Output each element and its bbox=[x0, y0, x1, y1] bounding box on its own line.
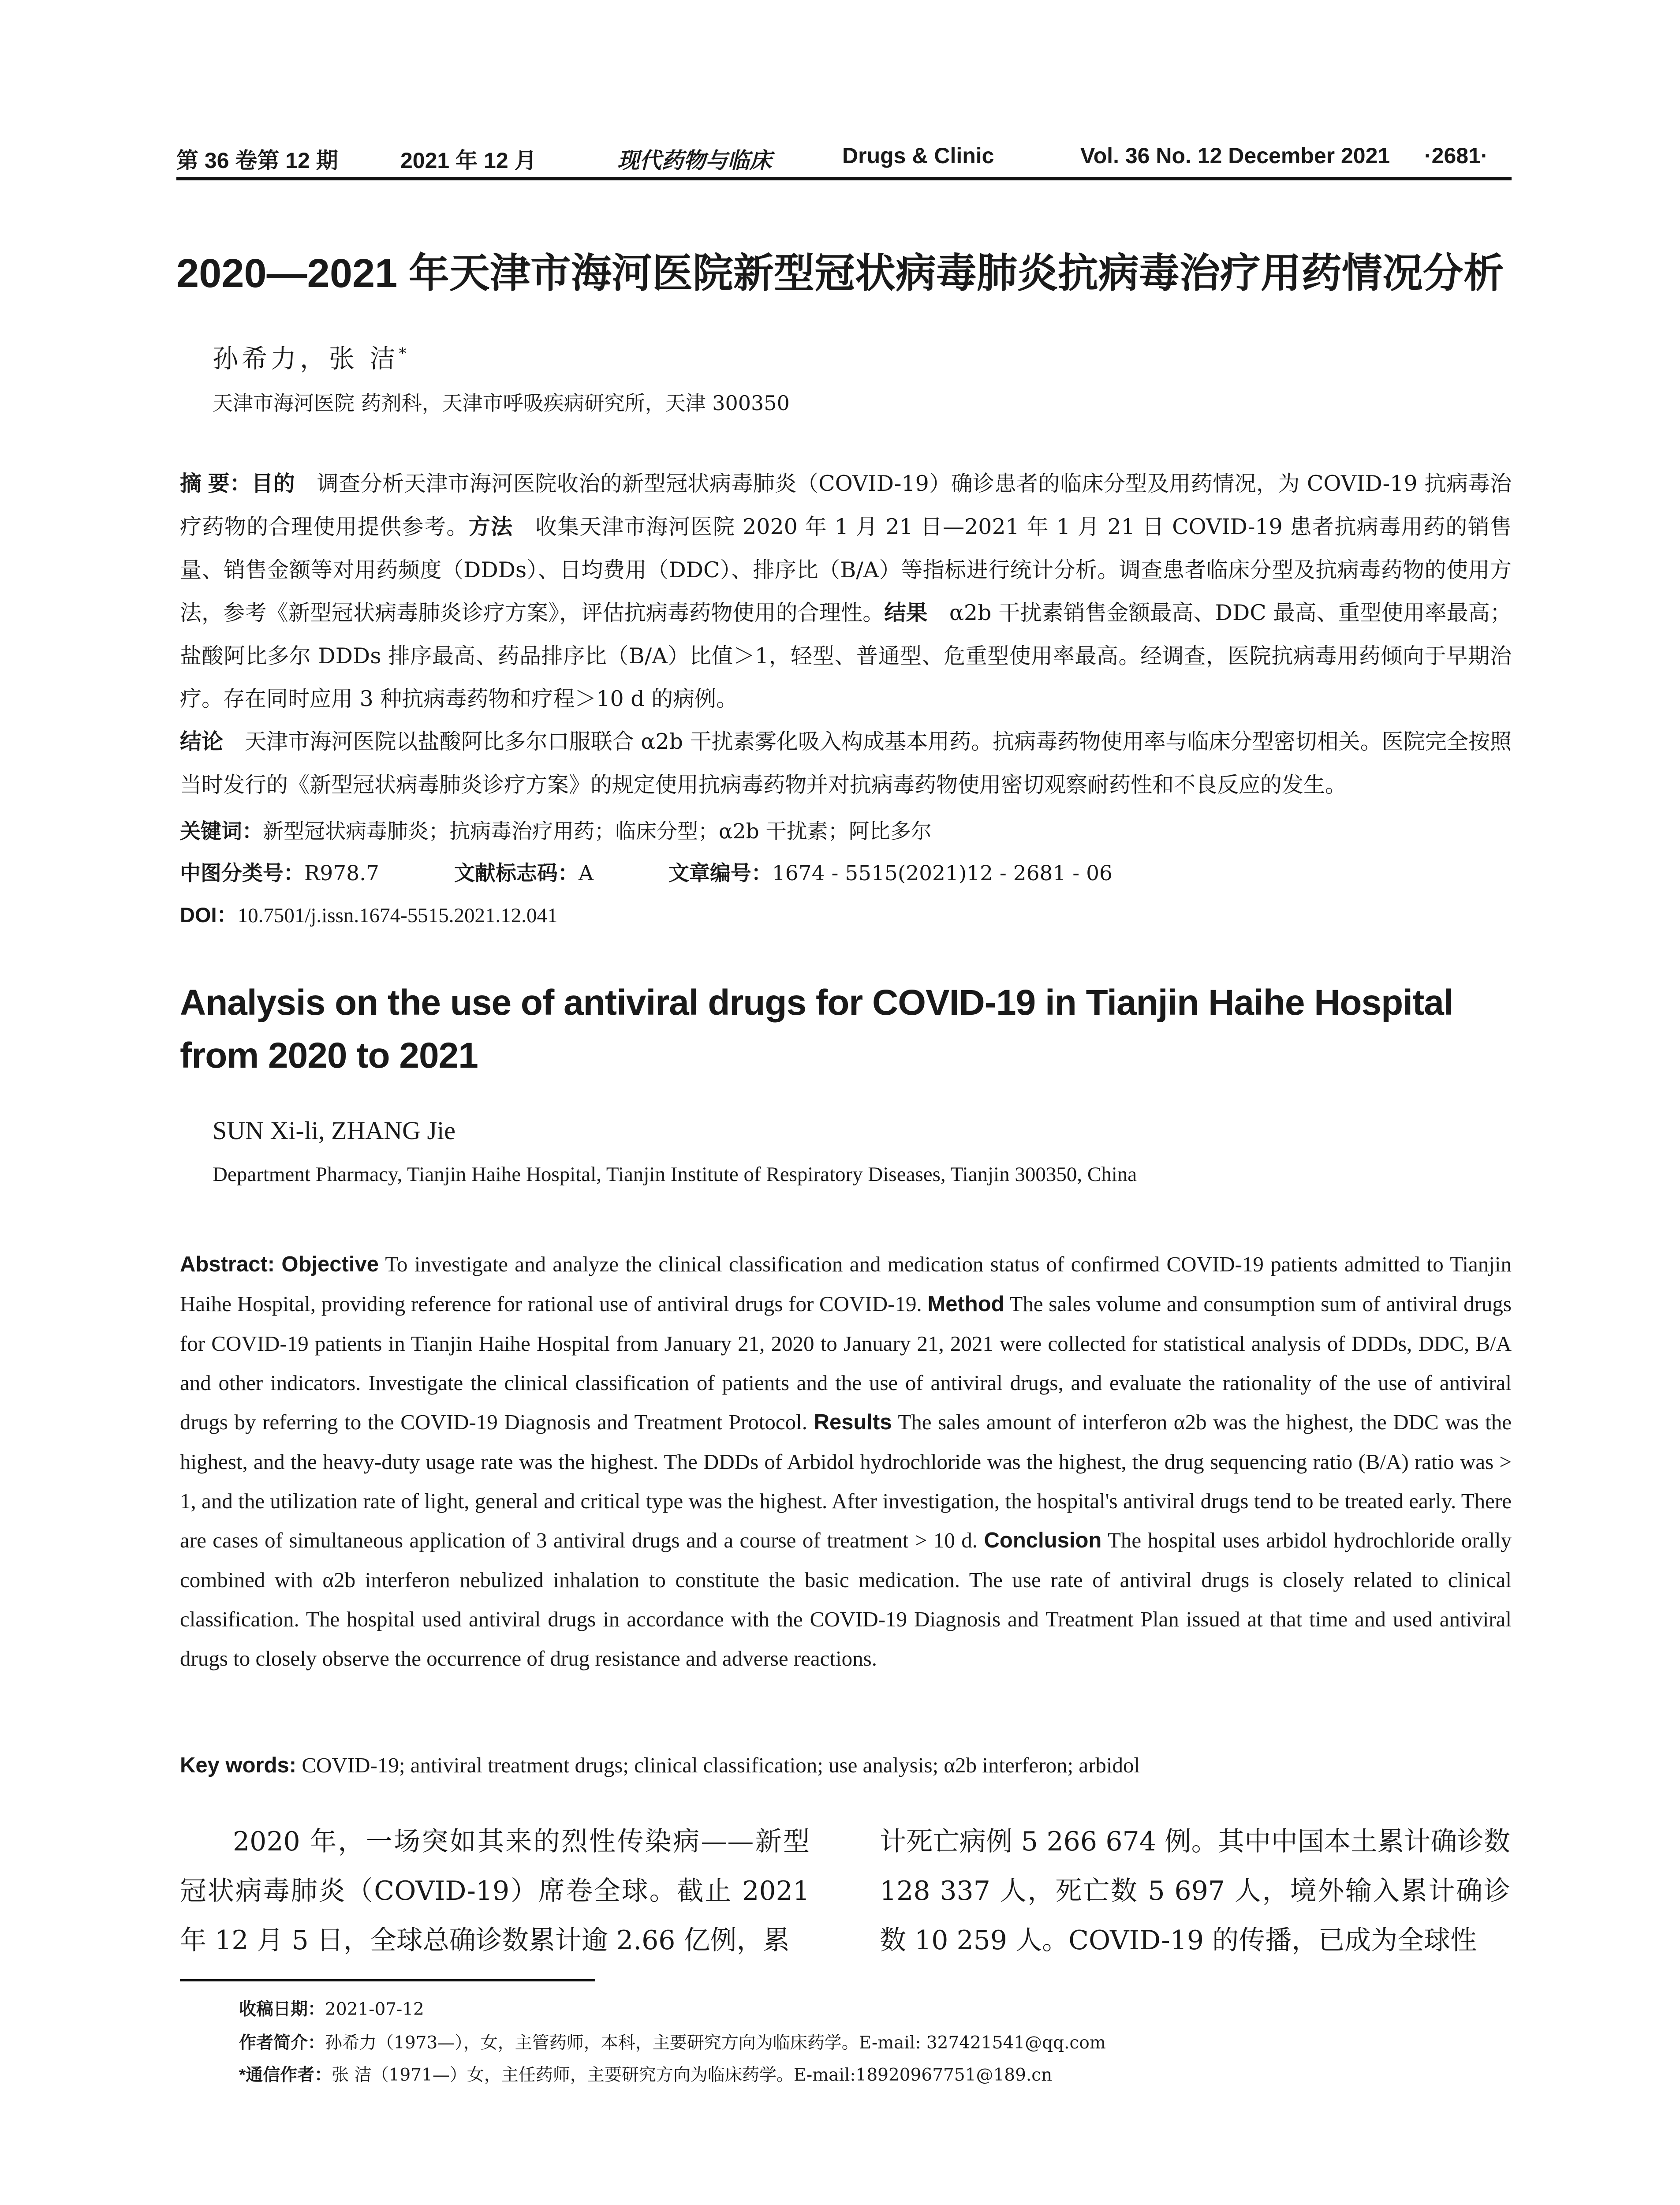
classification-row bbox=[180, 857, 1113, 886]
corresponding-label: *通信作者： bbox=[239, 2066, 332, 2085]
footnote-corresponding bbox=[239, 2061, 1052, 2086]
keywords-en-text: COVID-19; antiviral treatment drugs; clinical classification; use analysis; α2b interferon; arbidol bbox=[302, 1753, 1140, 1777]
keywords-en bbox=[180, 1753, 1140, 1778]
doccode-label: 文献标志码： bbox=[454, 861, 579, 885]
clc-value: R978.7 bbox=[304, 861, 379, 886]
abstract-cn bbox=[180, 462, 1512, 806]
results-cn-label: 结果 bbox=[884, 601, 928, 625]
objective-en-label: Objective bbox=[281, 1252, 379, 1276]
article-title-cn: 2020—2021 年天津市海河医院新型冠状病毒肺炎抗病毒治疗用药情况分析 bbox=[176, 251, 1504, 296]
footnote-rule bbox=[180, 1979, 595, 1981]
objective-cn-text: 调查分析天津市海河医院收治的新型冠状病毒肺炎（COVID-19）确诊患者的临床分型及用药情况，为 COVID-19 抗病毒治疗药物的合理使用提供参考。 bbox=[180, 471, 1512, 539]
header-page-number: ·2681· bbox=[1424, 143, 1488, 168]
header-volume-cn: 第 36 卷第 12 期 bbox=[176, 148, 338, 173]
authors-cn-names: 孙希力，张 洁 bbox=[213, 344, 399, 374]
body-column-left bbox=[180, 1817, 810, 1965]
header-rule bbox=[176, 177, 1512, 180]
received-date: 2021-07-12 bbox=[325, 1999, 424, 2019]
doi-link[interactable]: 10.7501/j.issn.1674-5515.2021.12.041 bbox=[237, 904, 558, 927]
keywords-cn-label: 关键词： bbox=[180, 819, 263, 843]
keywords-cn bbox=[180, 815, 932, 845]
abstract-cn-label: 摘 要： bbox=[180, 472, 252, 496]
bio-text: 孙希力（1973—），女，主管药师，本科，主要研究方向为临床药学。E-mail: 327421541@qq.com bbox=[325, 2033, 1106, 2053]
conclusion-en-label: Conclusion bbox=[984, 1529, 1102, 1552]
header-journal-en: Drugs & Clinic bbox=[842, 143, 994, 168]
received-label: 收稿日期： bbox=[239, 2000, 325, 2019]
keywords-en-label: Key words: bbox=[180, 1753, 297, 1777]
authors-cn bbox=[213, 338, 410, 375]
header-date-cn: 2021 年 12 月 bbox=[400, 148, 537, 173]
method-cn-text: 收集天津市海河医院 2020 年 1 月 21 日—2021 年 1 月 21 日 COVID-19 患者抗病毒用药的销售量、销售金额等对用药频度（DDDs）、日均费用（DDC）、排序比（B/A）等指标进行统计分析。调查患者临床分型及抗病毒药物的使用方法，参考《新型冠状病毒肺炎诊疗方案》，评估抗病毒药物使用的合理性。 bbox=[180, 514, 1512, 625]
affiliation-en: Department Pharmacy, Tianjin Haihe Hospital, Tianjin Institute of Respiratory Diseases, Tianjin 300350, China bbox=[213, 1163, 1137, 1186]
footnote-author-bio bbox=[239, 2029, 1106, 2054]
conclusion-cn-text: 天津市海河医院以盐酸阿比多尔口服联合 α2b 干扰素雾化吸入构成基本用药。抗病毒药物使用率与临床分型密切相关。医院完全按照当时发行的《新型冠状病毒肺炎诊疗方案》的规定使用抗病毒药物并对抗病毒药物使用密切观察耐药性和不良反应的发生。 bbox=[180, 729, 1512, 797]
article-title-en: Analysis on the use of antiviral drugs for COVID-19 in Tianjin Haihe Hospital from 2020 to 2021 bbox=[180, 983, 1453, 1076]
clc-label: 中图分类号： bbox=[180, 861, 304, 885]
articleno-label: 文章编号： bbox=[668, 861, 772, 885]
objective-en-text: To investigate and analyze the clinical classification and medication status of confirmed COVID-19 patients admitted to Tianjin Haihe Hospital, providing reference for rational use of antiviral drugs for COVID-19. bbox=[180, 1252, 1512, 1316]
abstract-en bbox=[180, 1245, 1512, 1678]
objective-cn-label: 目的 bbox=[251, 472, 295, 496]
results-en-label: Results bbox=[814, 1410, 892, 1434]
doi-row bbox=[180, 899, 557, 928]
corresponding-mark: * bbox=[399, 344, 410, 363]
body-paragraph-continued: 计死亡病例 5 266 674 例。其中中国本土累计确诊数 128 337 人，死亡数 5 697 人，境外输入累计确诊数 10 259 人。COVID-19 的传播，已成为全球性 bbox=[880, 1826, 1510, 1956]
keywords-cn-text: 新型冠状病毒肺炎；抗病毒治疗用药；临床分型；α2b 干扰素；阿比多尔 bbox=[263, 819, 932, 844]
corresponding-text: 张 洁（1971—）女，主任药师，主要研究方向为临床药学。E-mail:18920967751@189.cn bbox=[332, 2065, 1053, 2085]
doi-label: DOI： bbox=[180, 903, 238, 927]
authors-en: SUN Xi-li, ZHANG Jie bbox=[213, 1116, 455, 1145]
method-en-label: Method bbox=[927, 1292, 1004, 1316]
method-cn-label: 方法 bbox=[468, 515, 513, 539]
method-en-text: The sales volume and consumption sum of antiviral drugs for COVID-19 patients in Tianjin Haihe Hospital from January 21, 2020 to January 21, 2021 were collected for statistical analysis of DDDs, DDC, B/A and other indicators. Investigate the clinical classification of patients and the use of antiviral drugs, and evaluate the rationality of the use of antiviral drugs by referring to the COVID-19 Diagnosis and Treatment Protocol. bbox=[180, 1292, 1512, 1434]
body-paragraph-start: 2020 年，一场突如其来的烈性传染病——新型冠状病毒肺炎（COVID-19）席卷全球。截止 2021 年 12 月 5 日，全球总确诊数累计逾 2.66 亿例，累 bbox=[180, 1826, 810, 1956]
header-journal-cn: 现代药物与临床 bbox=[617, 147, 772, 173]
conclusion-en-text: The hospital uses arbidol hydrochloride orally combined with α2b interferon nebulized inhalation to constitute the basic medication. The use rate of antiviral drugs is closely related to clinical classification. The hospital used antiviral drugs in accordance with the COVID-19 Diagnosis and Treatment Plan issued at that time and used antiviral drugs to closely observe the occurrence of drug resistance and adverse reactions. bbox=[180, 1528, 1512, 1671]
body-column-right bbox=[880, 1817, 1510, 1965]
header-volume-en: Vol. 36 No. 12 December 2021 bbox=[1080, 143, 1390, 168]
conclusion-cn-label: 结论 bbox=[180, 730, 224, 754]
affiliation-cn: 天津市海河医院 药剂科，天津市呼吸疾病研究所，天津 300350 bbox=[213, 391, 790, 415]
footnote-received bbox=[239, 1996, 424, 2020]
doccode-value: A bbox=[578, 861, 594, 886]
bio-label: 作者简介： bbox=[239, 2033, 325, 2052]
results-cn-text: α2b 干扰素销售金额最高、DDC 最高、重型使用率最高；盐酸阿比多尔 DDDs 排序最高、药品排序比（B/A）比值＞1，轻型、普通型、危重型使用率最高。经调查，医院抗病毒用药倾向于早期治疗。存在同时应用 3 种抗病毒药物和疗程＞10 d 的病例。 bbox=[180, 600, 1512, 711]
running-header bbox=[176, 140, 1512, 176]
abstract-en-label: Abstract: bbox=[180, 1252, 275, 1276]
results-en-text: The sales amount of interferon α2b was the highest, the DDC was the highest, and the heavy-duty usage rate was the highest. The DDDs of Arbidol hydrochloride was the highest, the drug sequencing ratio (B/A) ratio was > 1, and the utilization rate of light, general and critical type was the highest. After investigation, the hospital's antiviral drugs tend to be treated early. There are cases of simultaneous application of 3 antiviral drugs and a course of treatment > 10 d. bbox=[180, 1410, 1512, 1552]
articleno-value: 1674 - 5515(2021)12 - 2681 - 06 bbox=[772, 861, 1113, 886]
